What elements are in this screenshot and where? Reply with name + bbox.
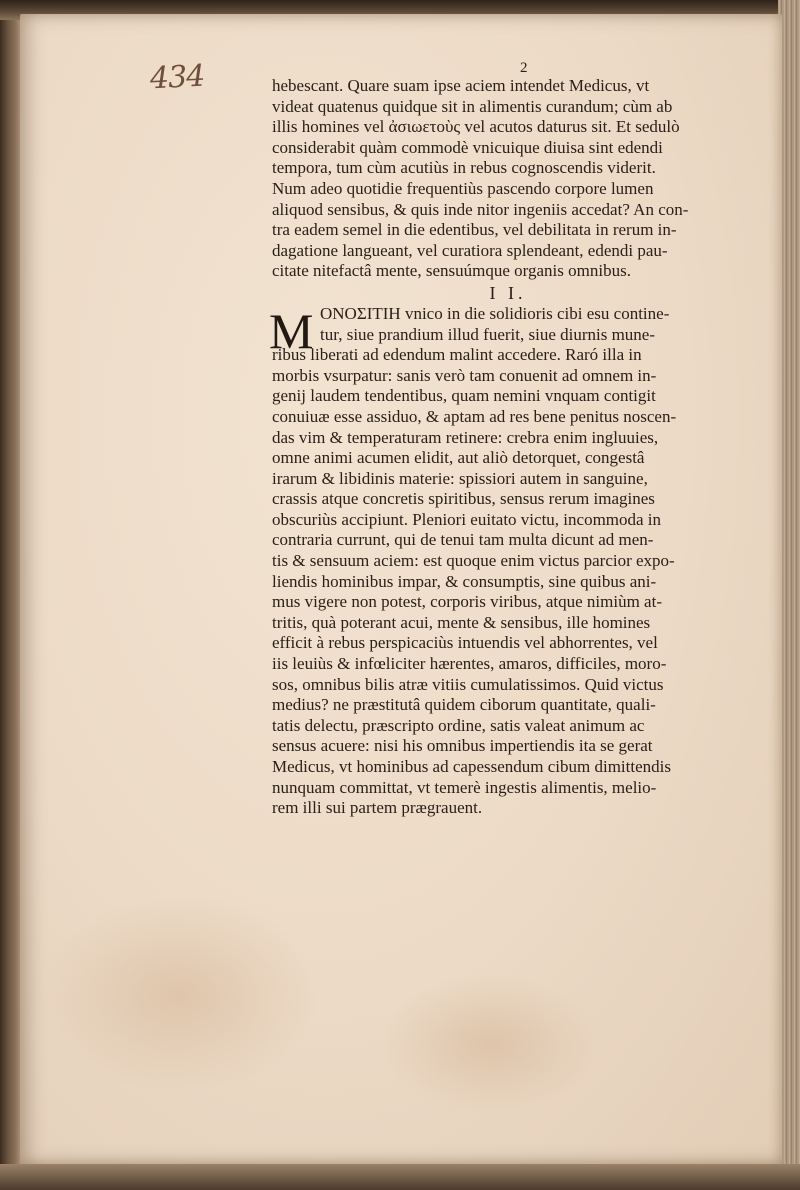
paper-stain [380, 974, 600, 1114]
paragraph-2 [269, 302, 772, 819]
text-line: illis homines vel ἀσιωετοὺς vel acutos daturus sit. Et sedulò [272, 117, 680, 137]
text-line: crassis atque concretis spiritibus, sensus rerum imagines [272, 489, 655, 509]
text-line: sensus acuere: nisi his omnibus impertiendis ita se gerat [272, 736, 653, 756]
text-line: liendis hominibus impar, & consumptis, sine quibus ani- [272, 571, 657, 591]
text-line: omne animi acumen elidit, aut aliò detorquet, congestâ [272, 448, 645, 468]
text-line: ribus liberati ad edendum malint accedere. Raró illa in [272, 345, 642, 365]
text-line: rem illi sui partem prægrauent. [272, 798, 483, 818]
handwritten-folio-number: 434 [149, 58, 206, 97]
text-line: tatis delectu, præscripto ordine, satis valeat animum ac [272, 715, 645, 735]
text-line: tis & sensuum aciem: est quoque enim victus parcior expo- [272, 551, 675, 571]
text-line: dagatione langueant, vel curatiora splendeant, edendi pau- [272, 240, 668, 260]
text-line: sos, omnibus bilis atræ vitiis cumulatissimos. Quid victus [272, 674, 664, 694]
text-line: citate nitefactâ mente, sensuúmque organis omnibus. [272, 261, 631, 281]
text-line: efficit à rebus perspicaciùs intuendis vel abhorrentes, vel [272, 633, 658, 653]
text-line: conuiuæ esse assiduo, & aptam ad res bene penitus noscen- [272, 406, 677, 426]
text-line: iis leuiùs & infœliciter hærentes, amaros, difficiles, moro- [272, 654, 667, 674]
section-heading: I I. [489, 282, 527, 303]
text-line: Num adeo quotidie frequentiùs pascendo corpore lumen [272, 178, 654, 198]
text-line: obscuriùs accipiunt. Pleniori euitato victu, incommoda in [272, 509, 662, 529]
text-line: tur, siue prandium illud fuerit, siue diurnis mune- [320, 324, 656, 344]
text-line: ONOΣITIH vnico in die solidioris cibi esu contine- [320, 303, 670, 323]
drop-cap-initial: M [269, 302, 314, 359]
text-line: irarum & libidinis materie: spissiori autem in sanguine, [272, 468, 648, 488]
text-line: medius? ne præstitutâ quidem ciborum quantitate, quali- [272, 695, 656, 715]
text-line: videat quatenus quidque sit in alimentis curandum; cùm ab [272, 96, 673, 116]
text-line: hebescant. Quare suam ipse aciem intendet Medicus, vt [272, 76, 650, 95]
text-line: tempora, tum cùm acutiùs in rebus cognoscendis viderit. [272, 158, 656, 178]
paper-stain [40, 894, 320, 1094]
text-line: tra eadem semel in die edentibus, vel debilitata in rerum in- [272, 220, 677, 240]
body-text [269, 76, 772, 819]
text-line: Medicus, vt hominibus ad capessendum cibum dimittendis [272, 757, 671, 776]
text-line: genij laudem tendentibus, quam nemini vnquam contigit [272, 386, 656, 406]
book-bottom-edge [0, 1164, 800, 1190]
text-line: das vim & temperaturam retinere: crebra enim ingluuies, [272, 427, 659, 447]
text-line: aliquod sensibus, & quis inde nitor ingeniis accedat? An con- [272, 199, 689, 219]
text-line: nunquam committat, vt temerè ingestis alimentis, melio- [272, 777, 657, 797]
book-gutter [0, 0, 22, 1190]
paragraph-1 [272, 76, 772, 282]
text-line: tritis, quà poterant acui, mente & sensibus, ille homines [272, 612, 651, 632]
page-number: 2 [520, 60, 528, 76]
text-line: morbis vsurpatur: sanis verò tam conuenit ad omnem in- [272, 365, 657, 385]
text-line: considerabit quàm commodè vnicuique diuisa sint edendi [272, 137, 663, 157]
text-line: mus vigere non potest, corporis viribus, atque nimiùm at- [272, 592, 662, 612]
text-line: contraria currunt, qui de tenui tam multa dicunt ad men- [272, 530, 654, 550]
